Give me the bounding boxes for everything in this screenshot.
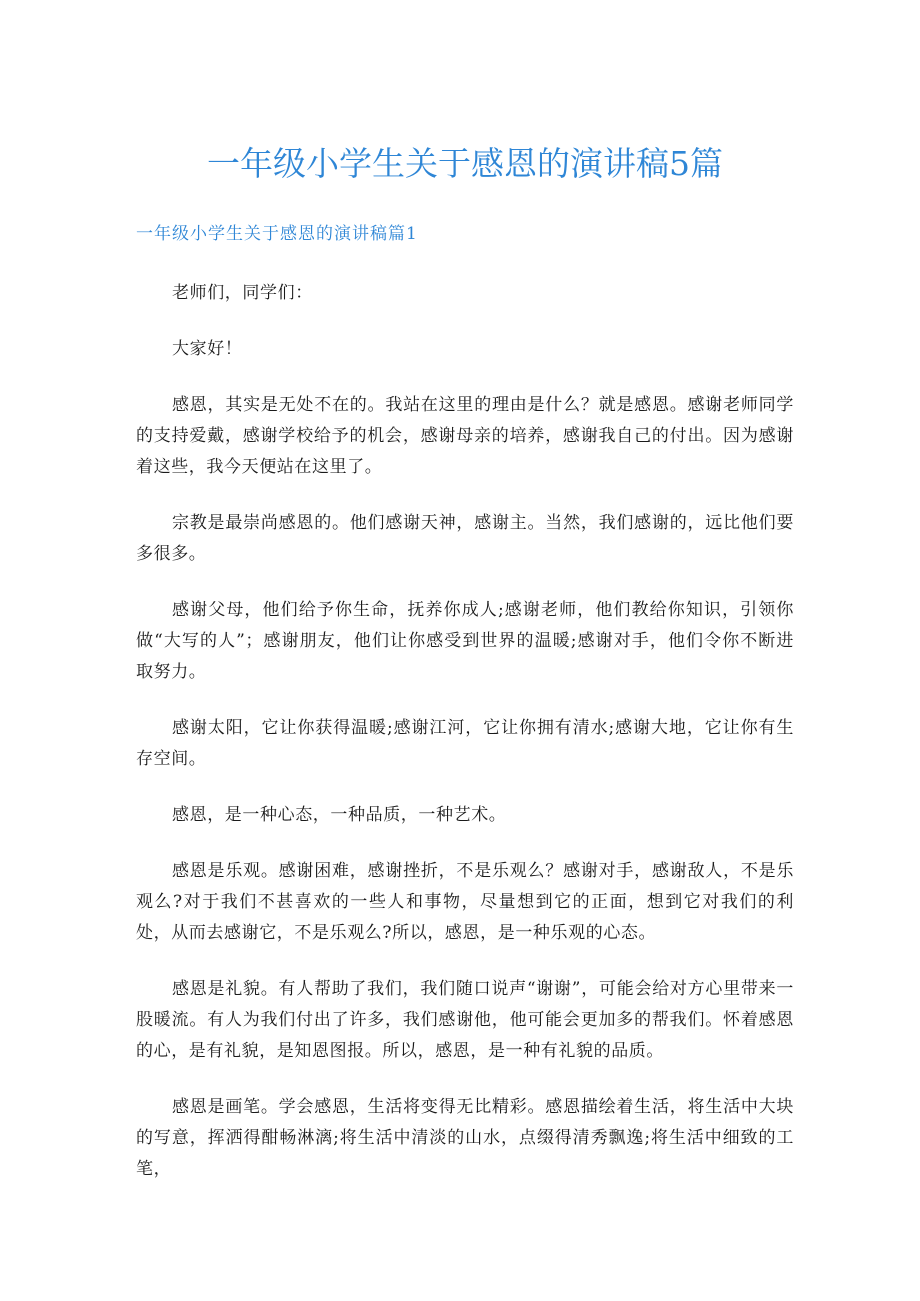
paragraph-5: 感恩，是一种心态，一种品质，一种艺术。: [172, 805, 507, 825]
paragraph-1: 感恩，其实是无处不在的。我站在这里的理由是什么？就是感恩。感谢老师同学的支持爱戴，感谢学校给予的机会，感谢母亲的培养，感谢我自己的付出。因为感谢着这些，我今天便站在这里了。: [136, 395, 794, 477]
section-heading: 一年级小学生关于感恩的演讲稿篇1: [136, 224, 418, 244]
document-title: 一年级小学生关于感恩的演讲稿5篇: [207, 144, 723, 183]
paragraph-4: 感谢太阳，它让你获得温暖;感谢江河，它让你拥有清水;感谢大地，它让你有生存空间。: [136, 718, 794, 769]
paragraph-2: 宗教是最崇尚感恩的。他们感谢天神，感谢主。当然，我们感谢的，远比他们要多很多。: [136, 513, 794, 564]
paragraph-7: 感恩是礼貌。有人帮助了我们，我们随口说声“谢谢”，可能会给对方心里带来一股暖流。有人为我们付出了许多，我们感谢他，他可能会更加多的帮我们。怀着感恩的心，是有礼貌，是知恩图报。所以，感恩，是一种有礼貌的品质。: [136, 979, 794, 1061]
paragraph-3: 感谢父母，他们给予你生命，抚养你成人;感谢老师，他们教给你知识，引领你做“大写的人”；感谢朋友，他们让你感受到世界的温暖;感谢对手，他们令你不断进取努力。: [136, 600, 794, 682]
paragraph-6: 感恩是乐观。感谢困难，感谢挫折，不是乐观么？感谢对手，感谢敌人，不是乐观么?对于我们不甚喜欢的一些人和事物，尽量想到它的正面，想到它对我们的利处，从而去感谢它，不是乐观么?所以，感恩，是一种乐观的心态。: [136, 861, 794, 943]
paragraph-8: 感恩是画笔。学会感恩，生活将变得无比精彩。感恩描绘着生活，将生活中大块的写意，挥洒得酣畅淋漓;将生活中清淡的山水，点缀得清秀飘逸;将生活中细致的工笔，: [136, 1097, 794, 1179]
paragraph-greeting: 老师们，同学们：: [172, 283, 313, 303]
paragraph-hello: 大家好！: [172, 339, 243, 359]
